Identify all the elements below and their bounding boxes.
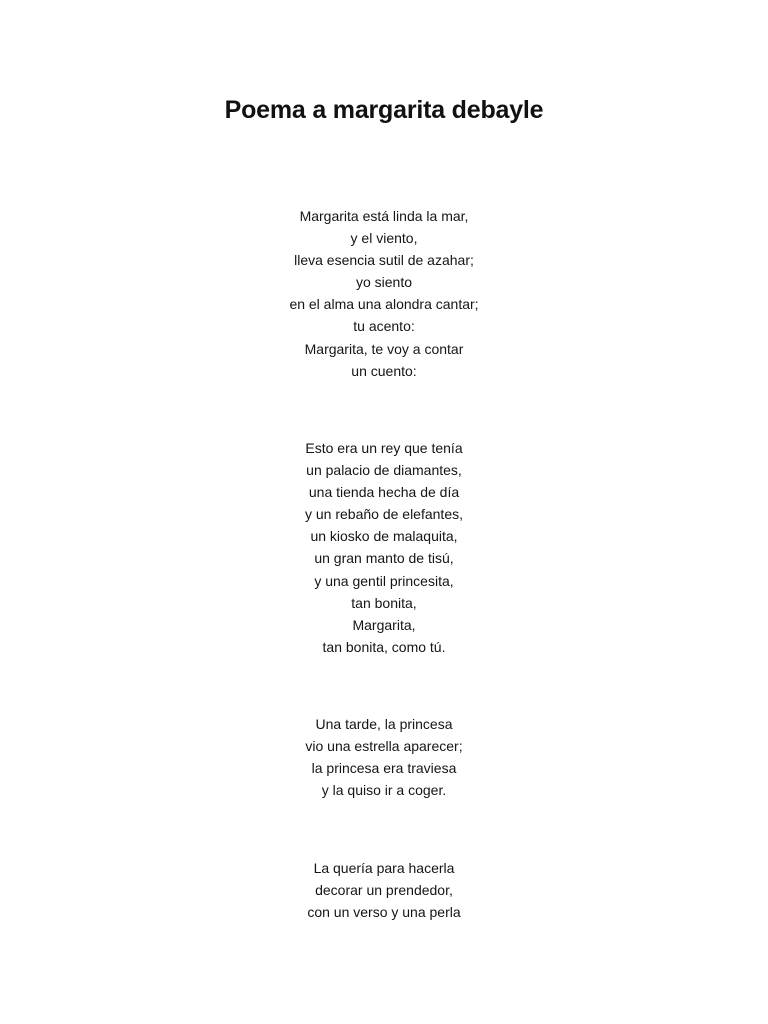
poem-stanza-3: [0, 713, 768, 801]
poem-line: y un rebaño de elefantes,: [304, 506, 463, 523]
poem-line: tan bonita,: [351, 594, 417, 611]
poem-line: vio una estrella aparecer;: [305, 738, 463, 755]
poem-line: en el alma una alondra cantar;: [289, 296, 479, 313]
document-title: Poema a margarita debayle: [224, 96, 544, 124]
poem-line: un kiosko de malaquita,: [310, 528, 458, 545]
poem-line: y una gentil princesita,: [314, 572, 454, 589]
poem-line: un gran manto de tisú,: [314, 550, 454, 567]
poem-line: un cuento:: [351, 362, 417, 379]
poem-line: un palacio de diamantes,: [306, 462, 462, 479]
poem-stanza-4: [0, 857, 768, 923]
poem-line: decorar un prendedor,: [315, 882, 453, 899]
poem-line: una tienda hecha de día: [308, 484, 460, 501]
poem-line: la princesa era traviesa: [311, 760, 457, 777]
poem-line: Margarita, te voy a contar: [304, 340, 464, 357]
poem-line: con un verso y una perla: [307, 904, 461, 921]
poem-line: La quería para hacerla: [313, 860, 455, 876]
poem-line: y el viento,: [350, 230, 418, 247]
poem-line: tan bonita, como tú.: [322, 638, 446, 655]
poem-line: Una tarde, la princesa: [315, 716, 453, 732]
poem-line: tu acento:: [353, 318, 415, 335]
poem-line: Margarita está linda la mar,: [299, 208, 469, 224]
poem-line: Esto era un rey que tenía: [305, 440, 463, 456]
poem-line: Margarita,: [352, 616, 416, 633]
poem-line: y la quiso ir a coger.: [321, 782, 447, 799]
poem-line: yo siento: [355, 274, 413, 291]
poem-stanza-2: [0, 437, 768, 658]
poem-stanza-1: [0, 205, 768, 382]
poem-line: lleva esencia sutil de azahar;: [294, 252, 474, 269]
